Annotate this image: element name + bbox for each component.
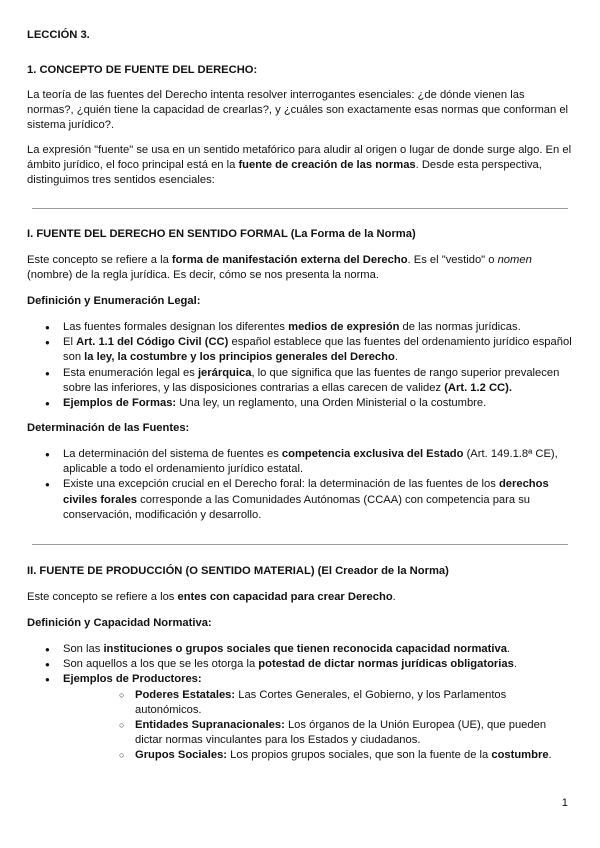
horizontal-divider (32, 208, 568, 209)
formal-determination-subtitle: Determinación de las Fuentes: (27, 422, 190, 434)
section-1-title: 1. CONCEPTO DE FUENTE DEL DERECHO: (27, 64, 258, 76)
list-item: ● La determinación del sistema de fuentes es competencia exclusiva del Estado (Art. 149.1.8ª CE), aplicable a todo el ordenamiento jurídico estatal. (27, 447, 573, 477)
formal-section-intro: Este concepto se refiere a la forma de manifestación externa del Derecho. Es el "vestido" o nomen (nombre) de la regla jurídica. Es decir, cómo se nos presenta la norma. (27, 254, 532, 282)
list-item: ● Existe una excepción crucial en el Derecho foral: la determinación de las fuentes de los derechos civiles forales corresponde a las Comunidades Autónomas (CCAA) con competencia para su conservación, modificación y desarrollo. (27, 477, 573, 523)
formal-definition-list (27, 320, 573, 411)
list-item: ● Esta enumeración legal es jerárquica, lo que significa que las fuentes de rango superior prevalecen sobre las inferiores, y las disposiciones contrarias a ellas carecen de validez (Art. 1.2 CC). (27, 366, 573, 396)
material-section-title: II. FUENTE DE PRODUCCIÓN (O SENTIDO MATERIAL) (El Creador de la Norma) (27, 565, 449, 577)
section-1-paragraph-1: La teoría de las fuentes del Derecho intenta resolver interrogantes esenciales: ¿de dónde vienen las normas?, ¿quién tiene la capacidad de crearlas?, y ¿cuáles son exactamente esas normas que conforman el sistema jurídico?. (27, 89, 569, 132)
page-number: 1 (561, 797, 568, 809)
material-definition-list (27, 642, 573, 764)
material-definition-subtitle: Definición y Capacidad Normativa: (27, 617, 212, 629)
formal-determination-list (27, 447, 573, 523)
list-item: ● Ejemplos de Productores: ○ Poderes Estatales: Las Cortes Generales, el Gobierno, y los Parlamentos autonómicos. ○ Entidades Supranacionales: Los órganos de la Unión Europea (UE), que pueden dictar normas vinculantes para los Estados y ciudadanos. ○ Grupos Sociales: Los propios grupos sociales, que son la fuente de la costumbre. (27, 672, 573, 763)
section-1-paragraph-2: La expresión "fuente" se usa en un sentido metafórico para aludir al origen o lugar de donde surge algo. En el ámbito jurídico, el foco principal está en la fuente de creación de las normas. Desde esta perspectiva, distinguimos tres sentidos esenciales: (27, 144, 572, 187)
formal-definition-subtitle: Definición y Enumeración Legal: (27, 295, 201, 307)
list-item: ● Son aquellos a los que se les otorga la potestad de dictar normas jurídicas obligatorias. (27, 657, 573, 672)
sub-list-item: ○ Poderes Estatales: Las Cortes Generales, el Gobierno, y los Parlamentos autonómicos. (63, 688, 573, 718)
formal-section-title: I. FUENTE DEL DERECHO EN SENTIDO FORMAL (La Forma de la Norma) (27, 228, 416, 240)
lesson-title: LECCIÓN 3. (27, 29, 90, 41)
sub-list-item: ○ Entidades Supranacionales: Los órganos de la Unión Europea (UE), que pueden dictar normas vinculantes para los Estados y ciudadanos. (63, 718, 573, 748)
sub-list-item: ○ Grupos Sociales: Los propios grupos sociales, que son la fuente de la costumbre. (63, 748, 573, 763)
list-item: ● Son las instituciones o grupos sociales que tienen reconocida capacidad normativa. (27, 642, 573, 657)
material-section-intro: Este concepto se refiere a los entes con capacidad para crear Derecho. (27, 591, 396, 603)
horizontal-divider (32, 544, 568, 545)
list-item: ● El Art. 1.1 del Código Civil (CC) español establece que las fuentes del ordenamiento jurídico español son la ley, la costumbre y los principios generales del Derecho. (27, 335, 573, 365)
list-item: ● Las fuentes formales designan los diferentes medios de expresión de las normas jurídicas. (27, 320, 573, 335)
list-item: ● Ejemplos de Formas: Una ley, un reglamento, una Orden Ministerial o la costumbre. (27, 396, 573, 411)
